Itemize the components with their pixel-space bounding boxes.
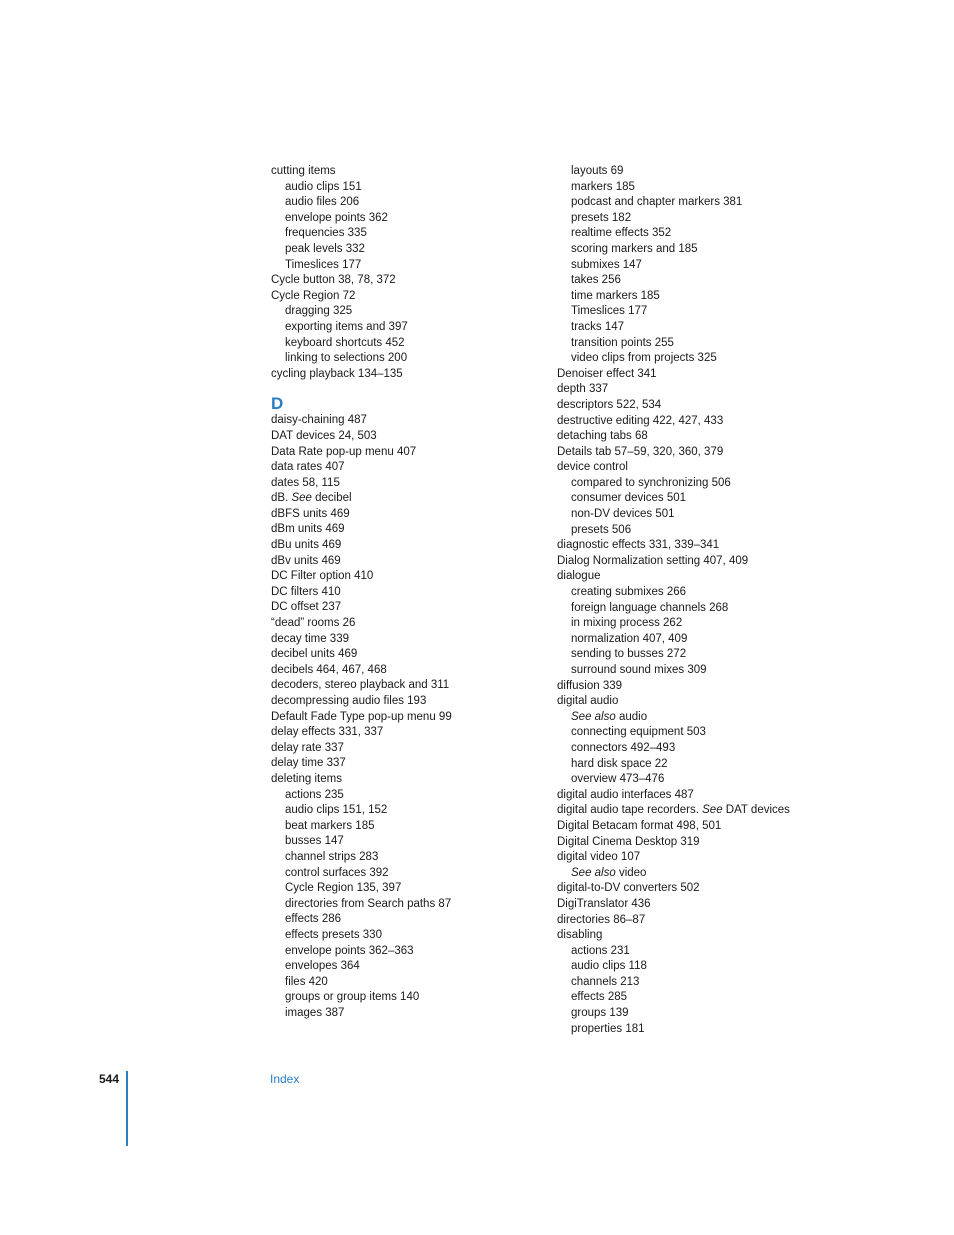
index-entry: decay time 339 <box>271 632 349 645</box>
index-entry: data rates 407 <box>271 461 345 474</box>
index-entry: depth 337 <box>557 383 609 396</box>
index-entry: cutting items <box>271 165 336 177</box>
index-subentry: beat markers 185 <box>285 819 375 832</box>
index-entry: destructive editing 422, 427, 433 <box>557 414 724 427</box>
index-subentry: exporting items and 397 <box>285 320 408 333</box>
index-subentry: images 387 <box>285 1006 345 1019</box>
index-subentry: podcast and chapter markers 381 <box>571 196 743 209</box>
index-entry: decompressing audio files 193 <box>271 695 427 707</box>
index-subentry: control surfaces 392 <box>285 866 389 879</box>
index-subentry: presets 182 <box>571 211 632 224</box>
index-entry: deleting items <box>271 772 342 785</box>
index-entry: Default Fade Type pop-up menu 99 <box>271 710 452 723</box>
index-subentry: tracks 147 <box>571 320 625 333</box>
index-subentry: actions 231 <box>571 944 630 957</box>
index-entry: cycling playback 134–135 <box>271 367 403 380</box>
entry-reference-target: video <box>615 866 647 879</box>
index-entry: delay time 337 <box>271 757 346 770</box>
index-subentry: busses 147 <box>285 835 344 848</box>
entry-reference-target: decibel <box>311 492 352 505</box>
index-entry: dBm units 469 <box>271 523 345 536</box>
index-subentry: time markers 185 <box>571 289 660 302</box>
index-entry: decibels 464, 467, 468 <box>271 663 387 676</box>
entry-cross-reference: See <box>702 804 723 817</box>
index-entry: Digital Cinema Desktop 319 <box>557 835 700 848</box>
index-entry: delay effects 331, 337 <box>271 726 384 739</box>
index-entry: diagnostic effects 331, 339–341 <box>557 539 720 552</box>
index-entry: disabling <box>557 929 603 942</box>
index-subentry: realtime effects 352 <box>571 227 672 240</box>
index-subentry: effects 286 <box>285 913 342 926</box>
index-subentry: compared to synchronizing 506 <box>571 476 731 489</box>
index-column-right <box>557 164 827 1037</box>
index-subentry: layouts 69 <box>571 165 624 177</box>
index-entry: diffusion 339 <box>557 679 623 692</box>
index-subentry: submixes 147 <box>571 258 642 271</box>
index-section-letter: D <box>271 394 284 414</box>
index-subentry: Cycle Region 135, 397 <box>285 882 402 895</box>
index-subentry: presets 506 <box>571 523 632 536</box>
index-subentry: properties 181 <box>571 1022 645 1035</box>
index-subentry: audio clips 151, 152 <box>285 804 388 817</box>
index-entry: DC Filter option 410 <box>271 570 374 583</box>
index-subentry: in mixing process 262 <box>571 617 683 630</box>
index-subentry: surround sound mixes 309 <box>571 664 707 676</box>
index-entry: delay rate 337 <box>271 741 344 754</box>
index-subentry: audio clips 151 <box>285 180 362 193</box>
index-entry: device control <box>557 461 628 474</box>
index-entry: “dead” rooms 26 <box>271 617 356 630</box>
index-subentry: channels 213 <box>571 975 640 988</box>
index-entry: Details tab 57–59, 320, 360, 379 <box>557 445 724 458</box>
page-number: 544 <box>99 1072 120 1086</box>
index-subentry: hard disk space 22 <box>571 757 668 770</box>
index-entry: dBFS units 469 <box>271 507 350 520</box>
index-subentry <box>557 710 827 726</box>
index-entry: Digital Betacam format 498, 501 <box>557 819 722 832</box>
index-entry: digital-to-DV converters 502 <box>557 882 700 895</box>
index-subentry: channel strips 283 <box>285 850 379 863</box>
index-entry: decibel units 469 <box>271 648 358 661</box>
index-entry: Dialog Normalization setting 407, 409 <box>557 554 749 567</box>
footer-rule <box>126 1071 128 1146</box>
index-subentry: envelope points 362 <box>285 211 388 224</box>
entry-cross-reference: See <box>291 492 312 505</box>
entry-reference-target: DAT devices <box>722 804 790 817</box>
index-subentry: effects presets 330 <box>285 928 382 941</box>
index-entry: DigiTranslator 436 <box>557 897 651 910</box>
entry-reference-target: audio <box>615 710 648 723</box>
index-subentry: Timeslices 177 <box>571 305 648 318</box>
index-entry: descriptors 522, 534 <box>557 398 662 411</box>
index-entry: Cycle button 38, 78, 372 <box>271 274 396 287</box>
entry-cross-reference: See also <box>571 710 616 723</box>
index-subentry: creating submixes 266 <box>571 586 687 599</box>
index-entry: directories 86–87 <box>557 913 646 926</box>
index-subentry: connecting equipment 503 <box>571 726 706 739</box>
index-entry: digital audio interfaces 487 <box>557 788 694 801</box>
index-subentry: takes 256 <box>571 274 621 287</box>
index-entry: DC filters 410 <box>271 585 341 598</box>
index-subentry: directories from Search paths 87 <box>285 897 452 910</box>
index-entry: dBu units 469 <box>271 539 342 552</box>
index-subentry: frequencies 335 <box>285 227 367 240</box>
index-subentry: markers 185 <box>571 180 635 193</box>
index-subentry: overview 473–476 <box>571 773 665 786</box>
index-subentry: sending to busses 272 <box>571 648 687 661</box>
index-subentry: files 420 <box>285 975 328 988</box>
index-subentry: scoring markers and 185 <box>571 242 698 255</box>
index-subentry: groups 139 <box>571 1007 629 1020</box>
index-entry: digital audio <box>557 695 619 708</box>
index-entry: DAT devices 24, 503 <box>271 429 377 442</box>
index-subentry: audio files 206 <box>285 196 360 209</box>
index-subentry: Timeslices 177 <box>285 258 362 271</box>
index-column-left <box>271 164 541 1021</box>
index-subentry: video clips from projects 325 <box>571 352 717 365</box>
index-entry: DC offset 237 <box>271 601 342 614</box>
index-subentry: linking to selections 200 <box>285 352 408 365</box>
entry-text: digital audio tape recorders. <box>557 804 703 817</box>
index-entry: digital video 107 <box>557 851 641 864</box>
index-subentry: envelopes 364 <box>285 960 360 973</box>
index-entry: detaching tabs 68 <box>557 430 648 443</box>
index-subentry: audio clips 118 <box>571 960 647 973</box>
index-entry: Cycle Region 72 <box>271 289 356 302</box>
index-subentry: normalization 407, 409 <box>571 632 688 645</box>
index-subentry <box>557 866 827 882</box>
index-entry: daisy-chaining 487 <box>271 414 367 427</box>
index-subentry: consumer devices 501 <box>571 492 687 505</box>
index-subentry: peak levels 332 <box>285 242 365 255</box>
index-subentry: effects 285 <box>571 991 628 1004</box>
index-entry <box>557 803 827 819</box>
index-subentry: keyboard shortcuts 452 <box>285 336 405 349</box>
index-entry: Denoiser effect 341 <box>557 367 657 380</box>
footer-section-label: Index <box>270 1072 300 1086</box>
entry-cross-reference: See also <box>571 866 616 879</box>
index-subentry: foreign language channels 268 <box>571 601 729 614</box>
index-subentry: transition points 255 <box>571 336 674 349</box>
index-subentry: dragging 325 <box>285 305 353 318</box>
index-subentry: envelope points 362–363 <box>285 944 414 957</box>
index-entry: Data Rate pop-up menu 407 <box>271 445 417 458</box>
index-subentry: non-DV devices 501 <box>571 508 675 521</box>
index-entry <box>271 491 541 507</box>
index-entry: dialogue <box>557 570 601 583</box>
index-subentry: connectors 492–493 <box>571 741 676 754</box>
index-entry: decoders, stereo playback and 311 <box>271 679 450 692</box>
index-subentry: groups or group items 140 <box>285 991 420 1004</box>
index-entry: dBv units 469 <box>271 554 341 567</box>
entry-text: dB. <box>271 492 292 505</box>
index-entry: dates 58, 115 <box>271 476 340 489</box>
index-subentry: actions 235 <box>285 788 344 801</box>
